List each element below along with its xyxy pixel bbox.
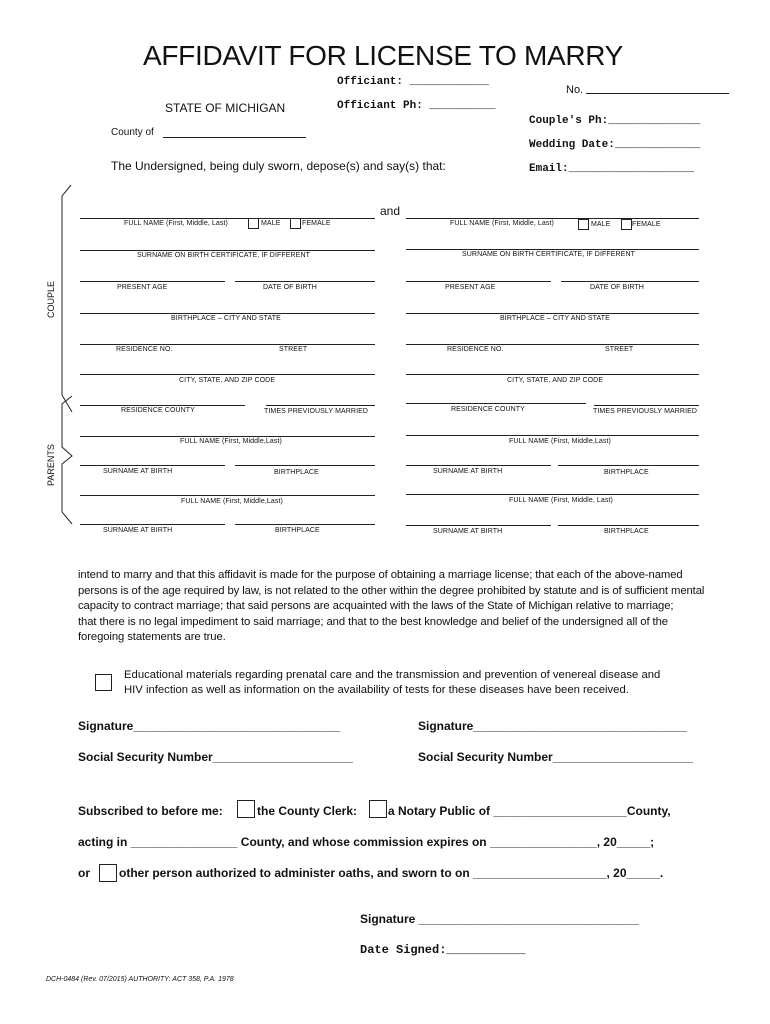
left-county-field[interactable] [80,405,245,406]
right-dob-field[interactable] [561,281,699,282]
right-age-field[interactable] [406,281,551,282]
right-residence-no-label: RESIDENCE NO. [447,346,504,353]
right-parent1-birthplace-field[interactable] [558,465,699,466]
statement-line: intend to marry and that this affidavit is made for the purpose of obtaining a marriage license; that each of the above-named [78,569,683,581]
right-parent1-surname-field[interactable] [406,465,551,466]
right-parent1-name-field[interactable] [406,435,699,436]
couple-side-label: COUPLE [46,280,56,318]
left-age-field[interactable] [80,281,225,282]
right-county-label: RESIDENCE COUNTY [451,406,525,413]
left-female-label: FEMALE [302,220,331,227]
right-full-name-label: FULL NAME (First, Middle, Last) [450,220,554,227]
left-parent1-birthplace-label: BIRTHPLACE [274,469,319,476]
left-parent2-name-field[interactable] [80,495,375,496]
right-parent1-birthplace-label: BIRTHPLACE [604,469,649,476]
right-surname-field[interactable] [406,249,699,250]
county-clerk-label: the County Clerk: [257,804,358,818]
statement-line: that there is no legal impediment to said marriage; and that to the best knowledge and belief of the undersigned all of the [78,615,668,628]
right-dob-label: DATE OF BIRTH [590,284,644,291]
education-statement [124,668,660,698]
right-parent2-birthplace-field[interactable] [558,525,699,526]
right-male-label: MALE [591,221,611,228]
ssn-1-field[interactable]: Social Security Number_____________________ [78,750,353,764]
left-county-label: RESIDENCE COUNTY [121,407,195,414]
statement-line: foregoing statements are true. [78,631,226,643]
left-city-label: CITY, STATE, AND ZIP CODE [179,377,276,384]
right-female-label: FEMALE [632,221,661,228]
left-female-checkbox[interactable] [290,218,301,229]
official-signature-field[interactable]: Signature _________________________________ [360,912,639,926]
parents-side-label: PARENTS [46,444,56,486]
right-county-field[interactable] [406,403,586,404]
left-surname-label: SURNAME ON BIRTH CERTIFICATE, IF DIFFERENT [137,252,310,259]
education-line: HIV infection as well as information on the availability of tests for these diseases have been received. [124,684,629,696]
right-female-checkbox[interactable] [621,219,632,230]
signature-1-field[interactable]: Signature_______________________________ [78,719,341,733]
left-parent2-birthplace-label: BIRTHPLACE [275,527,320,534]
right-parent1-surname-label: SURNAME AT BIRTH [433,468,503,475]
right-parent2-name-field[interactable] [406,494,699,495]
couple-bracket [0,0,80,530]
officiant-field[interactable]: Officiant: ____________ [337,76,489,88]
number-label: No. [566,84,584,96]
affidavit-statement [78,568,704,646]
right-street-label: STREET [605,346,634,353]
right-times-field[interactable] [594,405,699,406]
other-person-checkbox[interactable] [99,864,117,882]
right-parent2-surname-field[interactable] [406,525,551,526]
signature-2-field[interactable]: Signature________________________________ [418,719,687,733]
left-dob-label: DATE OF BIRTH [263,284,317,291]
left-street-label: STREET [279,346,308,353]
left-parent1-surname-label: SURNAME AT BIRTH [103,468,173,475]
right-male-checkbox[interactable] [578,219,589,230]
county-field[interactable] [163,137,306,138]
number-field[interactable] [586,93,729,94]
left-parent1-birthplace-field[interactable] [235,465,375,466]
right-city-label: CITY, STATE, AND ZIP CODE [507,377,604,384]
left-surname-field[interactable] [80,250,375,251]
notary-checkbox[interactable] [369,800,387,818]
couples-phone-field[interactable]: Couple's Ph:______________ [529,115,701,127]
right-birthplace-field[interactable] [406,313,699,314]
county-label: County of [111,127,154,138]
subscribed-label: Subscribed to before me: [78,804,223,818]
left-times-label: TIMES PREVIOUSLY MARRIED [264,408,369,415]
left-city-field[interactable] [80,374,375,375]
left-parent1-name-label: FULL NAME (First, Middle,Last) [180,438,282,445]
undersigned-statement: The Undersigned, being duly sworn, depose(s) and say(s) that: [111,159,446,173]
left-male-checkbox[interactable] [248,218,259,229]
or-label: or [78,866,90,880]
left-birthplace-field[interactable] [80,313,375,314]
education-line: Educational materials regarding prenatal care and the transmission and prevention of venereal disease and [124,669,661,681]
statement-line: persons is of the age required by law, is not related to the other within the degree prohibited by statute and is of sufficient mental [78,584,705,597]
right-city-field[interactable] [406,374,699,375]
left-parent2-birthplace-field[interactable] [235,524,375,525]
left-age-label: PRESENT AGE [117,284,168,291]
left-male-label: MALE [261,220,281,227]
right-residence-field[interactable] [406,344,699,345]
left-parent1-name-field[interactable] [80,436,375,437]
email-field[interactable]: Email:___________________ [529,163,695,175]
and-label: and [380,204,401,218]
right-full-name-field[interactable] [406,218,699,219]
acting-in-field[interactable]: acting in ________________ County, and whose commission expires on ________________, 20_____; [78,835,655,849]
right-parent1-name-label: FULL NAME (First, Middle,Last) [509,438,611,445]
education-checkbox[interactable] [95,674,112,691]
left-parent1-surname-field[interactable] [80,465,225,466]
other-person-field[interactable]: other person authorized to administer oaths, and sworn to on ____________________, 20_____. [119,866,664,880]
left-times-field[interactable] [266,405,375,406]
notary-label[interactable]: a Notary Public of ____________________County, [388,804,671,818]
right-parent2-name-label: FULL NAME (First, Middle, Last) [509,497,613,504]
left-residence-field[interactable] [80,344,375,345]
date-signed-field[interactable]: Date Signed:___________ [360,943,526,957]
form-id: DCH-0484 (Rev. 07/2015) AUTHORITY: ACT 358, P.A. 1978 [46,976,234,983]
left-full-name-label: FULL NAME (First, Middle, Last) [124,220,228,227]
right-times-label: TIMES PREVIOUSLY MARRIED [593,408,698,415]
page-title: AFFIDAVIT FOR LICENSE TO MARRY [143,40,624,71]
statement-line: capacity to contract marriage; that said persons are acquainted with the laws of the State of Michigan relative to marriage; [78,600,674,612]
left-residence-no-label: RESIDENCE NO. [116,346,173,353]
right-parent2-birthplace-label: BIRTHPLACE [604,528,649,535]
right-age-label: PRESENT AGE [445,284,496,291]
ssn-2-field[interactable]: Social Security Number_____________________ [418,750,693,764]
officiant-phone-field[interactable]: Officiant Ph: __________ [337,100,496,112]
state-label: STATE OF MICHIGAN [165,101,286,115]
right-parent2-surname-label: SURNAME AT BIRTH [433,528,503,535]
left-full-name-field[interactable] [80,218,375,219]
left-birthplace-label: BIRTHPLACE – CITY AND STATE [171,315,281,322]
left-parent2-name-label: FULL NAME (First, Middle,Last) [181,498,283,505]
right-birthplace-label: BIRTHPLACE – CITY AND STATE [500,315,610,322]
left-parent2-surname-label: SURNAME AT BIRTH [103,527,173,534]
left-dob-field[interactable] [235,281,375,282]
county-clerk-checkbox[interactable] [237,800,255,818]
right-surname-label: SURNAME ON BIRTH CERTIFICATE, IF DIFFERENT [462,251,635,258]
wedding-date-field[interactable]: Wedding Date:_____________ [529,139,701,151]
left-parent2-surname-field[interactable] [80,524,225,525]
